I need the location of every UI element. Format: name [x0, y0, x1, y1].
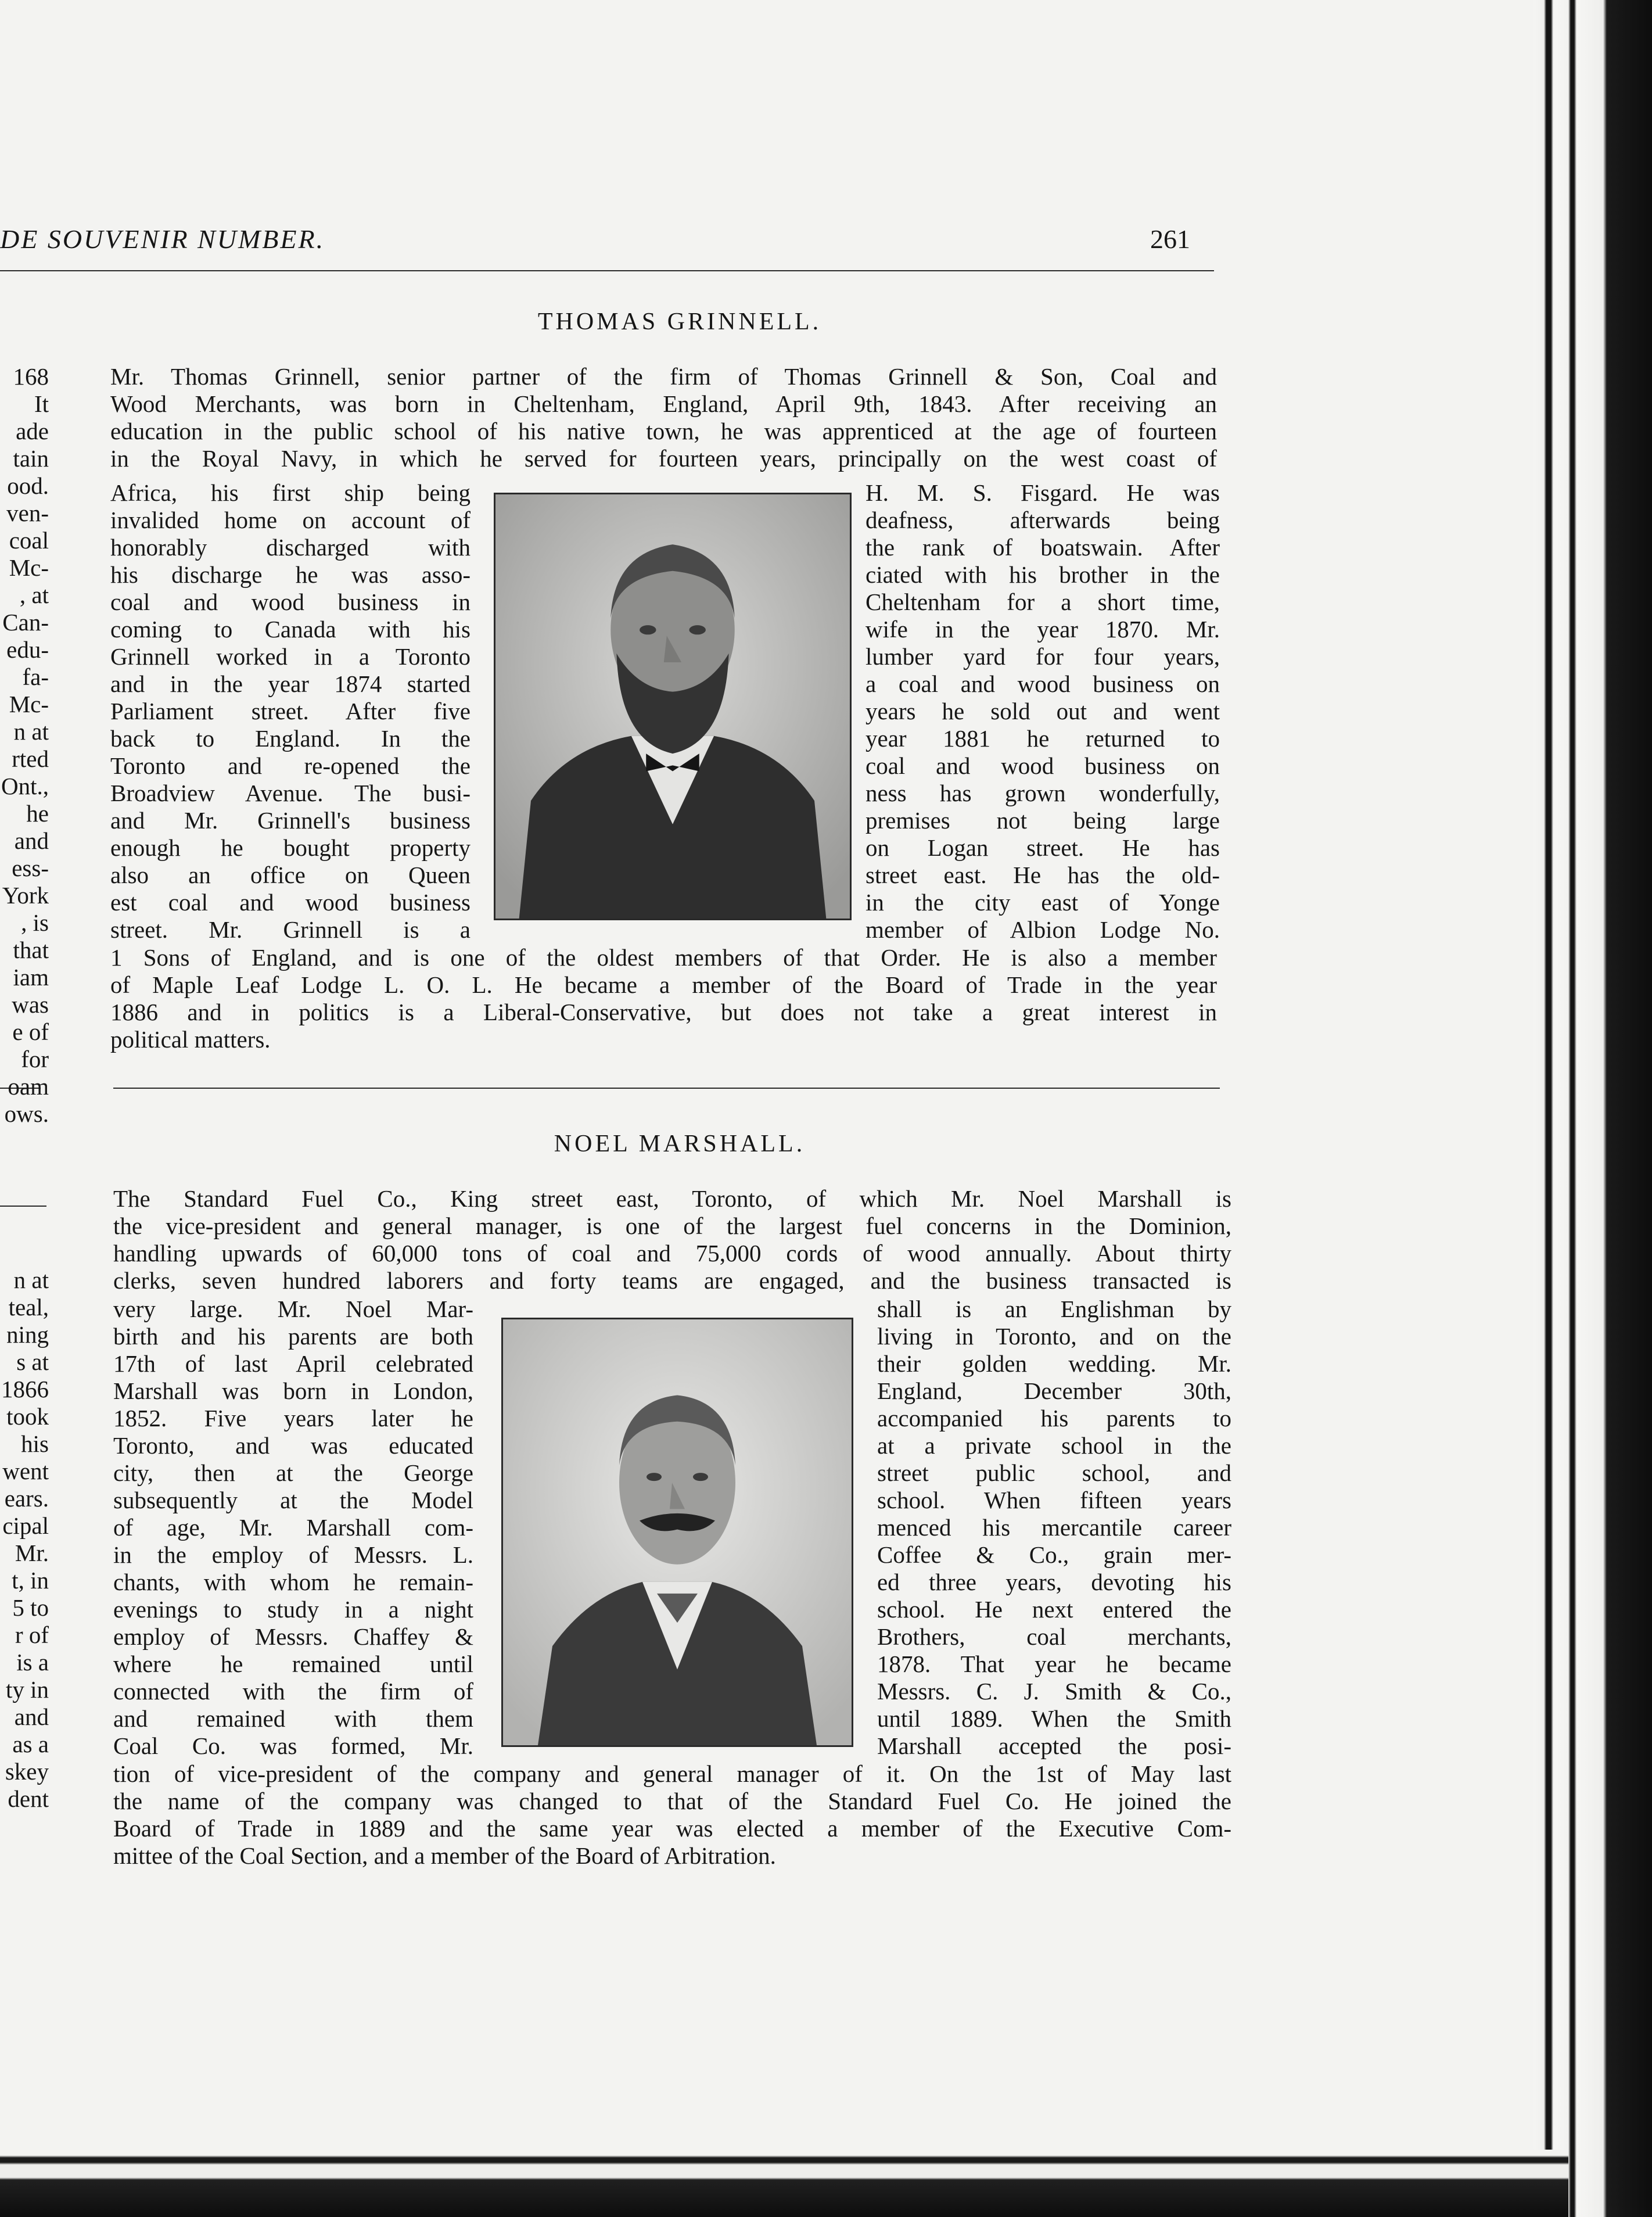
left-column-text-line: 17th of last April celebrated [113, 1350, 473, 1377]
margin-text-fragment: iam [13, 964, 49, 991]
margin-text-fragment: skey [5, 1758, 49, 1785]
margin-text-fragment: r of [15, 1622, 49, 1648]
margin-text-fragment: edu- [6, 636, 49, 663]
margin-text-fragment: t, in [12, 1567, 49, 1594]
margin-text-fragment: ven- [6, 500, 49, 526]
margin-text-fragment: Can- [2, 609, 49, 636]
header-rule [0, 270, 1214, 271]
right-column-text-line: ciated with his brother in the [865, 561, 1220, 588]
margin-text-fragment: 1866 [1, 1376, 49, 1402]
article-text-line: 1 Sons of England, and is one of the oldest members of that Order. He is also a member [110, 944, 1217, 971]
left-column-text-line: employ of Messrs. Chaffey & [113, 1623, 473, 1650]
mustached-man-portrait-icon [503, 1319, 852, 1745]
page-number: 261 [1150, 224, 1190, 254]
article-text-line: the vice-president and general manager, is one of the largest fuel concerns in the Dominion, [113, 1212, 1231, 1239]
margin-text-fragment: tain [13, 445, 49, 472]
margin-text-fragment: n at [13, 1267, 49, 1293]
right-column-text-line: shall is an Englishman by [877, 1296, 1231, 1322]
article-text-line: the name of the company was changed to that of the Standard Fuel Co. He joined the [113, 1788, 1231, 1814]
portrait-marshall [501, 1318, 853, 1747]
margin-text-fragment: 168 [13, 363, 49, 390]
right-column-text-line: wife in the year 1870. Mr. [865, 616, 1220, 643]
left-column-text-line: in the employ of Messrs. L. [113, 1541, 473, 1568]
margin-text-fragment: n at [13, 718, 49, 745]
article-text-line: 1886 and in politics is a Liberal-Conservative, but does not take a great interest in [110, 999, 1217, 1025]
margin-text-fragment: ty in [5, 1676, 49, 1703]
right-column-text-line: H. M. S. Fisgard. He was [865, 479, 1220, 506]
margin-text-fragment: York [2, 882, 49, 909]
margin-text-fragment: 5 to [12, 1594, 49, 1621]
margin-text-fragment: ade [16, 418, 49, 444]
left-column-text-line: of age, Mr. Marshall com- [113, 1514, 473, 1541]
book-binding-edge [1534, 0, 1652, 2217]
left-column-text-line: 1852. Five years later he [113, 1405, 473, 1432]
right-column-text-line: a coal and wood business on [865, 670, 1220, 697]
margin-text-fragment: was [12, 991, 49, 1018]
left-column-text-line: coal and wood business in [110, 589, 471, 615]
margin-text-fragment: ess- [12, 855, 49, 881]
left-column-text-line: Grinnell worked in a Toronto [110, 643, 471, 670]
article-text-line: mittee of the Coal Section, and a member of the Board of Arbitration. [113, 1842, 776, 1869]
margin-text-fragment: oam [8, 1073, 49, 1100]
article-text-line: in the Royal Navy, in which he served for fourteen years, principally on the west coast of [110, 445, 1217, 472]
margin-text-fragment: fa- [22, 663, 49, 690]
margin-text-fragment: went [2, 1458, 49, 1484]
left-column-text-line: and remained with them [113, 1705, 473, 1732]
right-column-text-line: Brothers, coal merchants, [877, 1623, 1231, 1650]
left-column-text-line: Broadview Avenue. The busi- [110, 780, 471, 806]
margin-text-fragment: Ont., [1, 773, 49, 799]
left-column-text-line: evenings to study in a night [113, 1596, 473, 1623]
margin-text-fragment: teal, [8, 1294, 49, 1321]
margin-text-fragment: his [21, 1430, 49, 1457]
margin-text-fragment: e of [12, 1018, 49, 1045]
right-column-text-line: accompanied his parents to [877, 1405, 1231, 1432]
left-column-text-line: also an office on Queen [110, 862, 471, 888]
article-heading-grinnell: THOMAS GRINNELL. [537, 308, 822, 335]
running-header: DE SOUVENIR NUMBER. [0, 224, 325, 254]
right-column-text-line: deafness, afterwards being [865, 507, 1220, 533]
article-text-line: clerks, seven hundred laborers and forty teams are engaged, and the business transacted is [113, 1267, 1231, 1294]
margin-text-fragment: he [26, 800, 49, 827]
left-column-text-line: where he remained until [113, 1651, 473, 1677]
left-column-text-line: invalided home on account of [110, 507, 471, 533]
right-column-text-line: coal and wood business on [865, 752, 1220, 779]
right-column-text-line: Messrs. C. J. Smith & Co., [877, 1678, 1231, 1705]
margin-text-fragment: is a [16, 1649, 49, 1676]
left-column-text-line: and in the year 1874 started [110, 670, 471, 697]
article-text-line: Mr. Thomas Grinnell, senior partner of the firm of Thomas Grinnell & Son, Coal and [110, 363, 1217, 390]
right-column-text-line: street east. He has the old- [865, 862, 1220, 888]
right-column-text-line: at a private school in the [877, 1432, 1231, 1459]
margin-text-fragment: , is [21, 909, 49, 936]
bearded-man-portrait-icon [495, 494, 850, 919]
right-column-text-line: ness has grown wonderfully, [865, 780, 1220, 806]
article-divider [113, 1088, 1220, 1089]
left-column-text-line: his discharge he was asso- [110, 561, 471, 588]
margin-text-fragment: Mr. [15, 1540, 49, 1566]
left-column-text-line: enough he bought property [110, 834, 471, 861]
margin-text-fragment: ows. [4, 1100, 49, 1127]
right-column-text-line: on Logan street. He has [865, 834, 1220, 861]
right-column-text-line: member of Albion Lodge No. [865, 916, 1220, 943]
right-column-text-line: Coffee & Co., grain mer- [877, 1541, 1231, 1568]
left-column-text-line: back to England. In the [110, 725, 471, 752]
margin-text-fragment: coal [9, 527, 49, 554]
left-column-text-line: Coal Co. was formed, Mr. [113, 1732, 473, 1759]
right-column-text-line: living in Toronto, and on the [877, 1323, 1231, 1350]
margin-text-fragment: and [14, 827, 49, 854]
margin-text-fragment: ning [6, 1321, 49, 1348]
right-column-text-line: lumber yard for four years, [865, 643, 1220, 670]
margin-text-fragment: cipal [2, 1512, 49, 1539]
margin-text-fragment: s at [16, 1348, 49, 1375]
margin-text-fragment: took [6, 1403, 49, 1430]
left-column-text-line: birth and his parents are both [113, 1323, 473, 1350]
margin-text-fragment: as a [12, 1731, 49, 1757]
left-column-text-line: honorably discharged with [110, 534, 471, 561]
left-column-text-line: coming to Canada with his [110, 616, 471, 643]
margin-text-fragment: Mc- [9, 691, 49, 718]
right-column-text-line: until 1889. When the Smith [877, 1705, 1231, 1732]
left-column-text-line: connected with the firm of [113, 1678, 473, 1705]
margin-text-fragment: dent [8, 1785, 49, 1812]
left-column-text-line: chants, with whom he remain- [113, 1569, 473, 1595]
left-column-rule-bottom [0, 1206, 46, 1207]
left-column-text-line: and Mr. Grinnell's business [110, 807, 471, 834]
margin-text-fragment: rted [12, 745, 49, 772]
margin-text-fragment: ears. [4, 1485, 49, 1512]
right-column-text-line: premises not being large [865, 807, 1220, 834]
right-column-text-line: the rank of boatswain. After [865, 534, 1220, 561]
article-text-line: The Standard Fuel Co., King street east, Toronto, of which Mr. Noel Marshall is [113, 1185, 1231, 1212]
article-text-line: of Maple Leaf Lodge L. O. L. He became a member of the Board of Trade in the year [110, 971, 1217, 998]
portrait-grinnell [494, 493, 852, 920]
left-column-text-line: Parliament street. After five [110, 698, 471, 724]
left-column-text-line: Toronto and re-opened the [110, 752, 471, 779]
margin-text-fragment: Mc- [9, 554, 49, 581]
right-column-text-line: school. He next entered the [877, 1596, 1231, 1623]
right-column-text-line: school. When fifteen years [877, 1487, 1231, 1513]
right-column-text-line: Marshall accepted the posi- [877, 1732, 1231, 1759]
right-column-text-line: menced his mercantile career [877, 1514, 1231, 1541]
left-column-text-line: Marshall was born in London, [113, 1377, 473, 1404]
page-bottom-edge [0, 2150, 1568, 2217]
article-text-line: tion of vice-president of the company and general manager of it. On the 1st of May last [113, 1760, 1231, 1787]
margin-text-fragment: that [13, 937, 49, 963]
margin-text-fragment: for [21, 1046, 49, 1072]
right-column-text-line: ed three years, devoting his [877, 1569, 1231, 1595]
article-text-line: Wood Merchants, was born in Cheltenham, England, April 9th, 1843. After receiving an [110, 390, 1217, 417]
article-heading-marshall: NOEL MARSHALL. [554, 1131, 806, 1157]
article-text-line: Board of Trade in 1889 and the same year was elected a member of the Executive Com- [113, 1815, 1231, 1842]
left-column-text-line: Africa, his first ship being [110, 479, 471, 506]
article-text-line: handling upwards of 60,000 tons of coal and 75,000 cords of wood annually. About thirty [113, 1240, 1231, 1267]
right-column-text-line: year 1881 he returned to [865, 725, 1220, 752]
article-text-line: political matters. [110, 1026, 271, 1053]
right-column-text-line: street public school, and [877, 1459, 1231, 1486]
margin-text-fragment: and [14, 1703, 49, 1730]
right-column-text-line: England, December 30th, [877, 1377, 1231, 1404]
margin-text-fragment: It [34, 390, 49, 417]
left-column-text-line: city, then at the George [113, 1459, 473, 1486]
right-column-text-line: their golden wedding. Mr. [877, 1350, 1231, 1377]
right-column-text-line: Cheltenham for a short time, [865, 589, 1220, 615]
article-text-line: education in the public school of his native town, he was apprenticed at the age of fourteen [110, 418, 1217, 444]
margin-text-fragment: ood. [7, 472, 49, 499]
right-column-text-line: in the city east of Yonge [865, 889, 1220, 916]
left-column-text-line: est coal and wood business [110, 889, 471, 916]
right-column-text-line: years he sold out and went [865, 698, 1220, 724]
left-column-text-line: Toronto, and was educated [113, 1432, 473, 1459]
margin-text-fragment: , at [19, 582, 49, 608]
left-column-text-line: very large. Mr. Noel Mar- [113, 1296, 473, 1322]
left-column-text-line: subsequently at the Model [113, 1487, 473, 1513]
right-column-text-line: 1878. That year he became [877, 1651, 1231, 1677]
left-column-text-line: street. Mr. Grinnell is a [110, 916, 471, 943]
